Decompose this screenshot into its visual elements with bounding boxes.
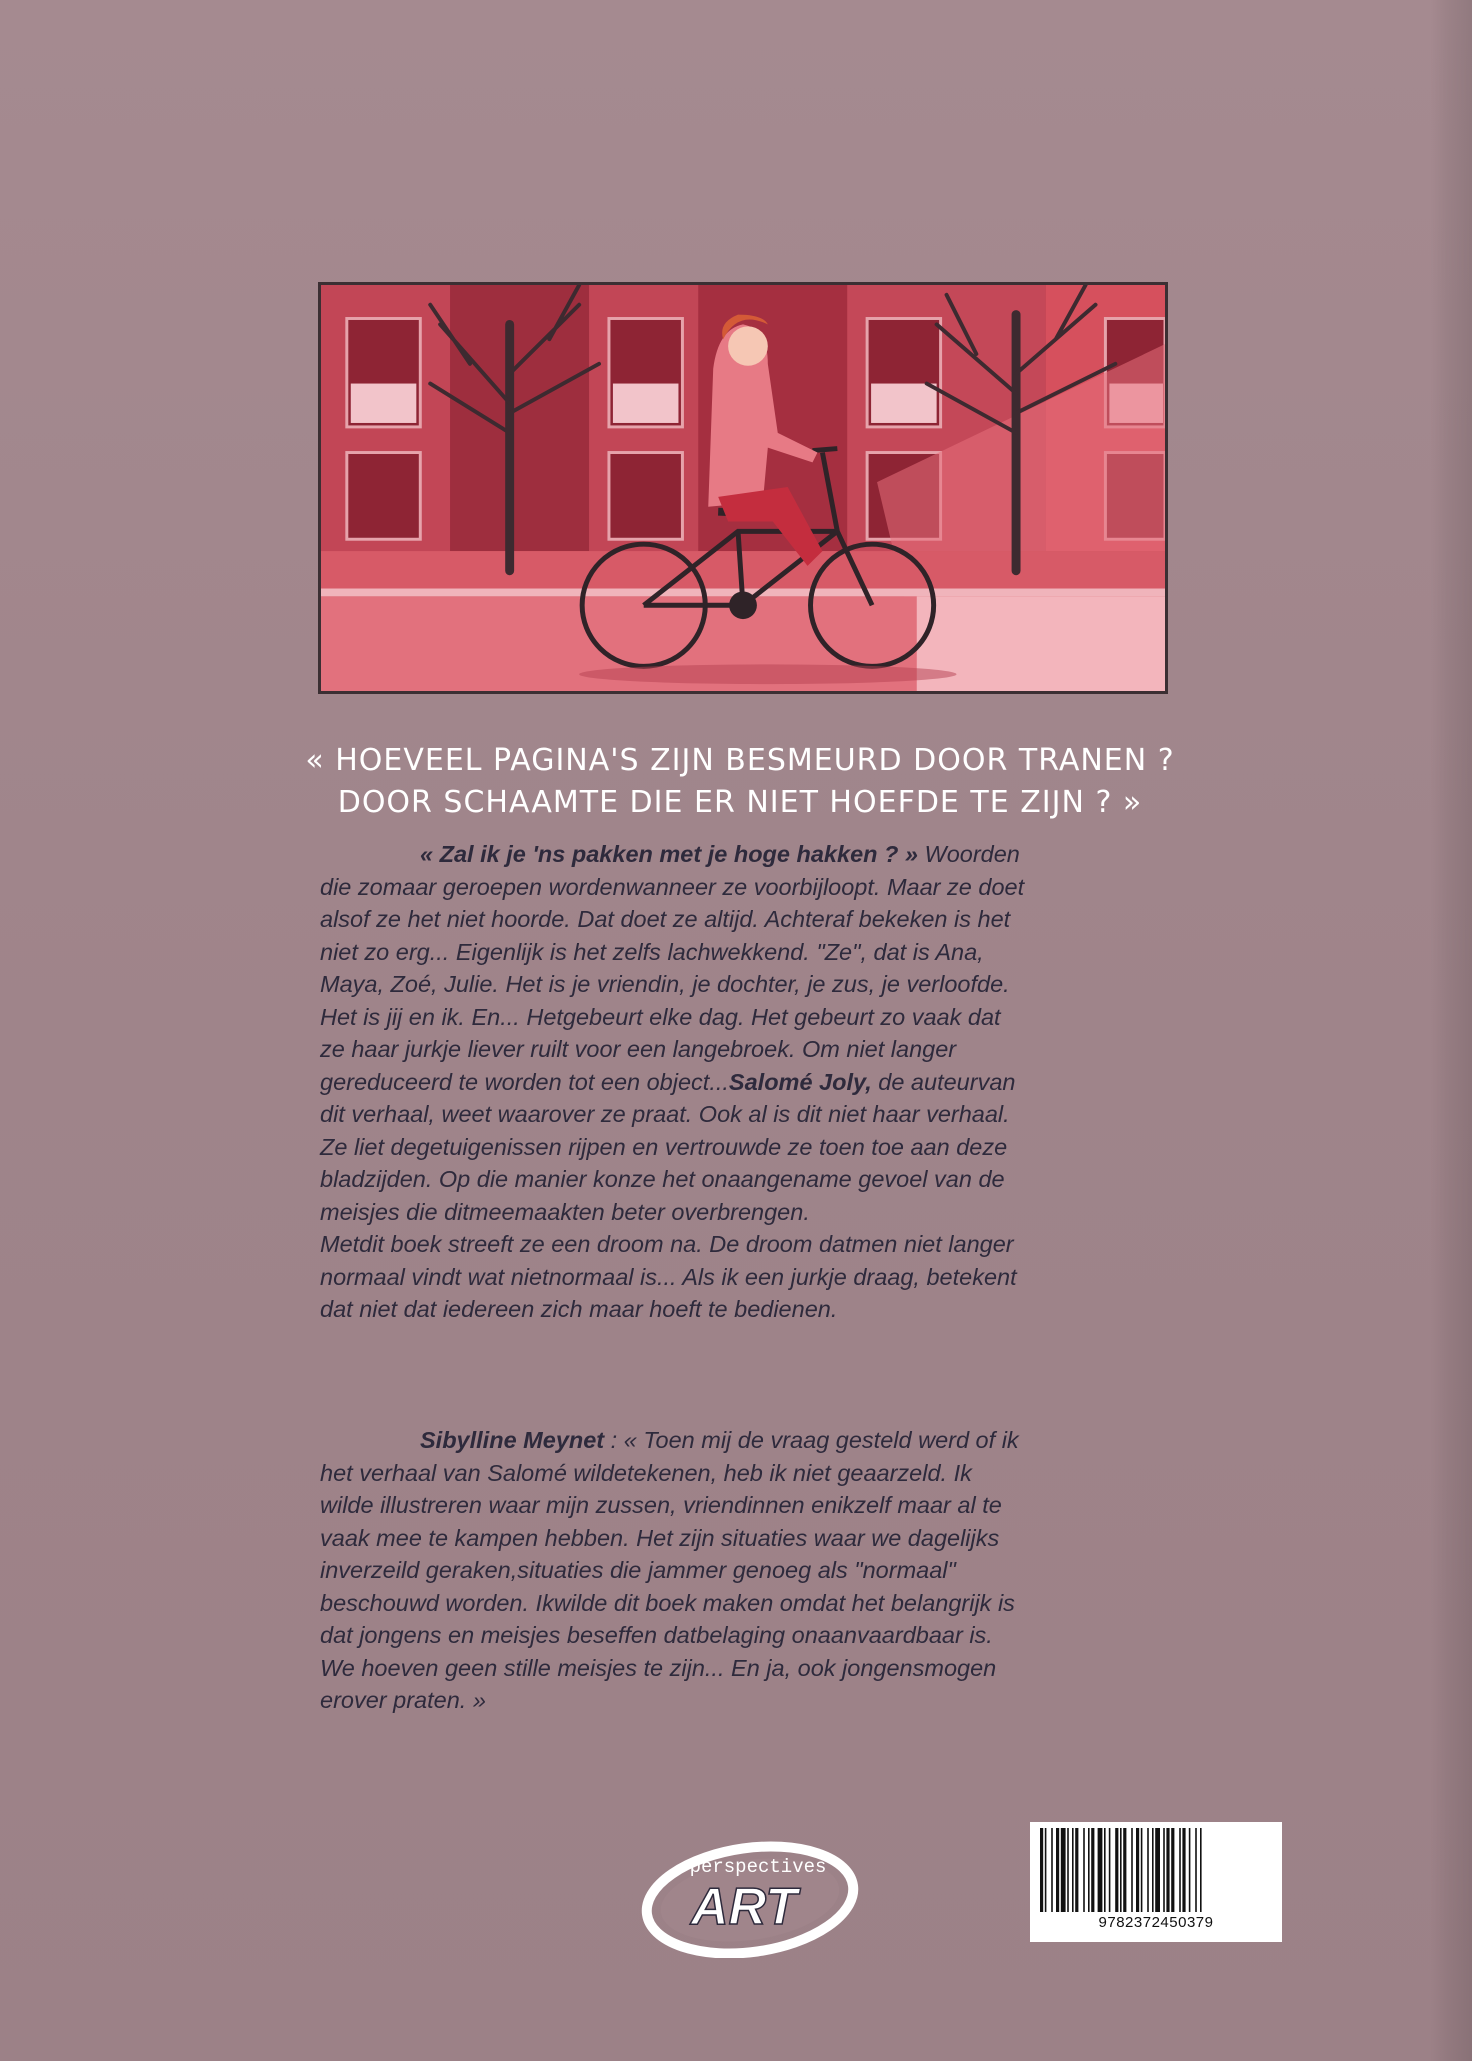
synopsis-line-end: de auteurvan bbox=[871, 1068, 1016, 1095]
perspectives-art-logo-icon bbox=[640, 1838, 860, 1958]
synopsis-line bbox=[320, 838, 1170, 871]
illustrator-name: Sibylline Meynet bbox=[420, 1427, 605, 1453]
illustrator-line: vaak mee te kampen hebben. Het zijn situaties waar we dagelijks bbox=[320, 1524, 1000, 1551]
synopsis-line: bladzijden. Op die manier konze het onaangename gevoel van de bbox=[320, 1166, 1005, 1192]
cover-edge-shadow bbox=[1430, 0, 1472, 2061]
synopsis-line: die zomaar geroepen wordenwanneer ze voorbijloopt. Maar ze doet bbox=[320, 873, 1025, 900]
illustrator-quote-paragraph bbox=[320, 1424, 1170, 1717]
illustrator-line: wilde illustreren waar mijn zussen, vriendinnen enikzelf maar al te bbox=[320, 1492, 1002, 1518]
synopsis-line: dat niet dat iedereen zich maar hoeft te bedienen. bbox=[320, 1296, 838, 1322]
cycling-woman-illustration bbox=[321, 285, 1165, 691]
publisher-logo bbox=[640, 1838, 860, 1958]
synopsis-line: Metdit boek streeft ze een droom na. De droom datmen niet langer bbox=[320, 1231, 1014, 1257]
illustrator-line bbox=[320, 1424, 1170, 1457]
synopsis-line: Het is jij en ik. En... Hetgebeurt elke dag. Het gebeurt zo vaak dat bbox=[320, 1003, 1001, 1030]
illustrator-line: dat jongens en meisjes beseffen datbelaging onaanvaardbaar is. bbox=[320, 1622, 993, 1648]
synopsis-line: niet zo erg... Eigenlijk is het zelfs lachwekkend. "Ze", dat is Ana, bbox=[320, 938, 984, 965]
author-name: Salomé Joly, bbox=[728, 1068, 872, 1095]
illustrator-line: beschouwd worden. Ikwilde dit boek maken omdat het belangrijk is bbox=[320, 1589, 1015, 1616]
barcode-bars-icon bbox=[1038, 1828, 1274, 1912]
synopsis-line bbox=[320, 1066, 1170, 1099]
tagline-quote bbox=[300, 740, 1180, 824]
synopsis-line: Ze liet degetuigenissen rijpen en vertrouwde ze toen toe aan deze bbox=[320, 1133, 1008, 1160]
illustrator-line: het verhaal van Salomé wildetekenen, heb ik niet geaarzeld. Ik bbox=[320, 1459, 972, 1486]
isbn-barcode bbox=[1030, 1822, 1282, 1942]
tagline-line-1: « HOEVEEL PAGINA'S ZIJN BESMEURD DOOR TRANEN ? bbox=[305, 743, 1175, 778]
illustrator-line: We hoeven geen stille meisjes te zijn... En ja, ook jongensmogen bbox=[320, 1654, 997, 1681]
synopsis-line: normaal vindt wat nietnormaal is... Als ik een jurkje draag, betekent bbox=[320, 1263, 1017, 1290]
cover-illustration bbox=[318, 282, 1168, 694]
synopsis-paragraph bbox=[320, 838, 1170, 1326]
synopsis-line-rest: Woorden bbox=[917, 841, 1020, 867]
illustrator-line: inverzeild geraken,situaties die jammer genoeg als "normaal" bbox=[320, 1557, 956, 1583]
publisher-name-small: perspectives bbox=[689, 1856, 827, 1878]
tagline-line-2: DOOR SCHAAMTE DIE ER NIET HOEFDE TE ZIJN ? » bbox=[337, 785, 1143, 820]
synopsis-line: alsof ze het niet hoorde. Dat doet ze altijd. Achteraf bekeken is het bbox=[320, 906, 1011, 932]
synopsis-line: ze haar jurkje liever ruilt voor een langebroek. Om niet langer bbox=[320, 1036, 957, 1062]
isbn-number: 9782372450379 bbox=[1098, 1914, 1214, 1931]
illustrator-line: erover praten. » bbox=[320, 1687, 486, 1713]
synopsis-line-start: gereduceerd te worden tot een object... bbox=[320, 1068, 729, 1095]
synopsis-line: meisjes die ditmeemaakten beter overbrengen. bbox=[320, 1198, 810, 1225]
synopsis-line: Maya, Zoé, Julie. Het is je vriendin, je dochter, je zus, je verloofde. bbox=[320, 971, 1010, 997]
illustrator-line-rest: : « Toen mij de vraag gesteld werd of ik bbox=[604, 1427, 1019, 1453]
synopsis-lead-quote: « Zal ik je 'ns pakken met je hoge hakken ? » bbox=[420, 841, 918, 867]
synopsis-line: dit verhaal, weet waarover ze praat. Ook al is dit niet haar verhaal. bbox=[320, 1101, 1010, 1127]
publisher-name-large: ART bbox=[691, 1878, 797, 1936]
